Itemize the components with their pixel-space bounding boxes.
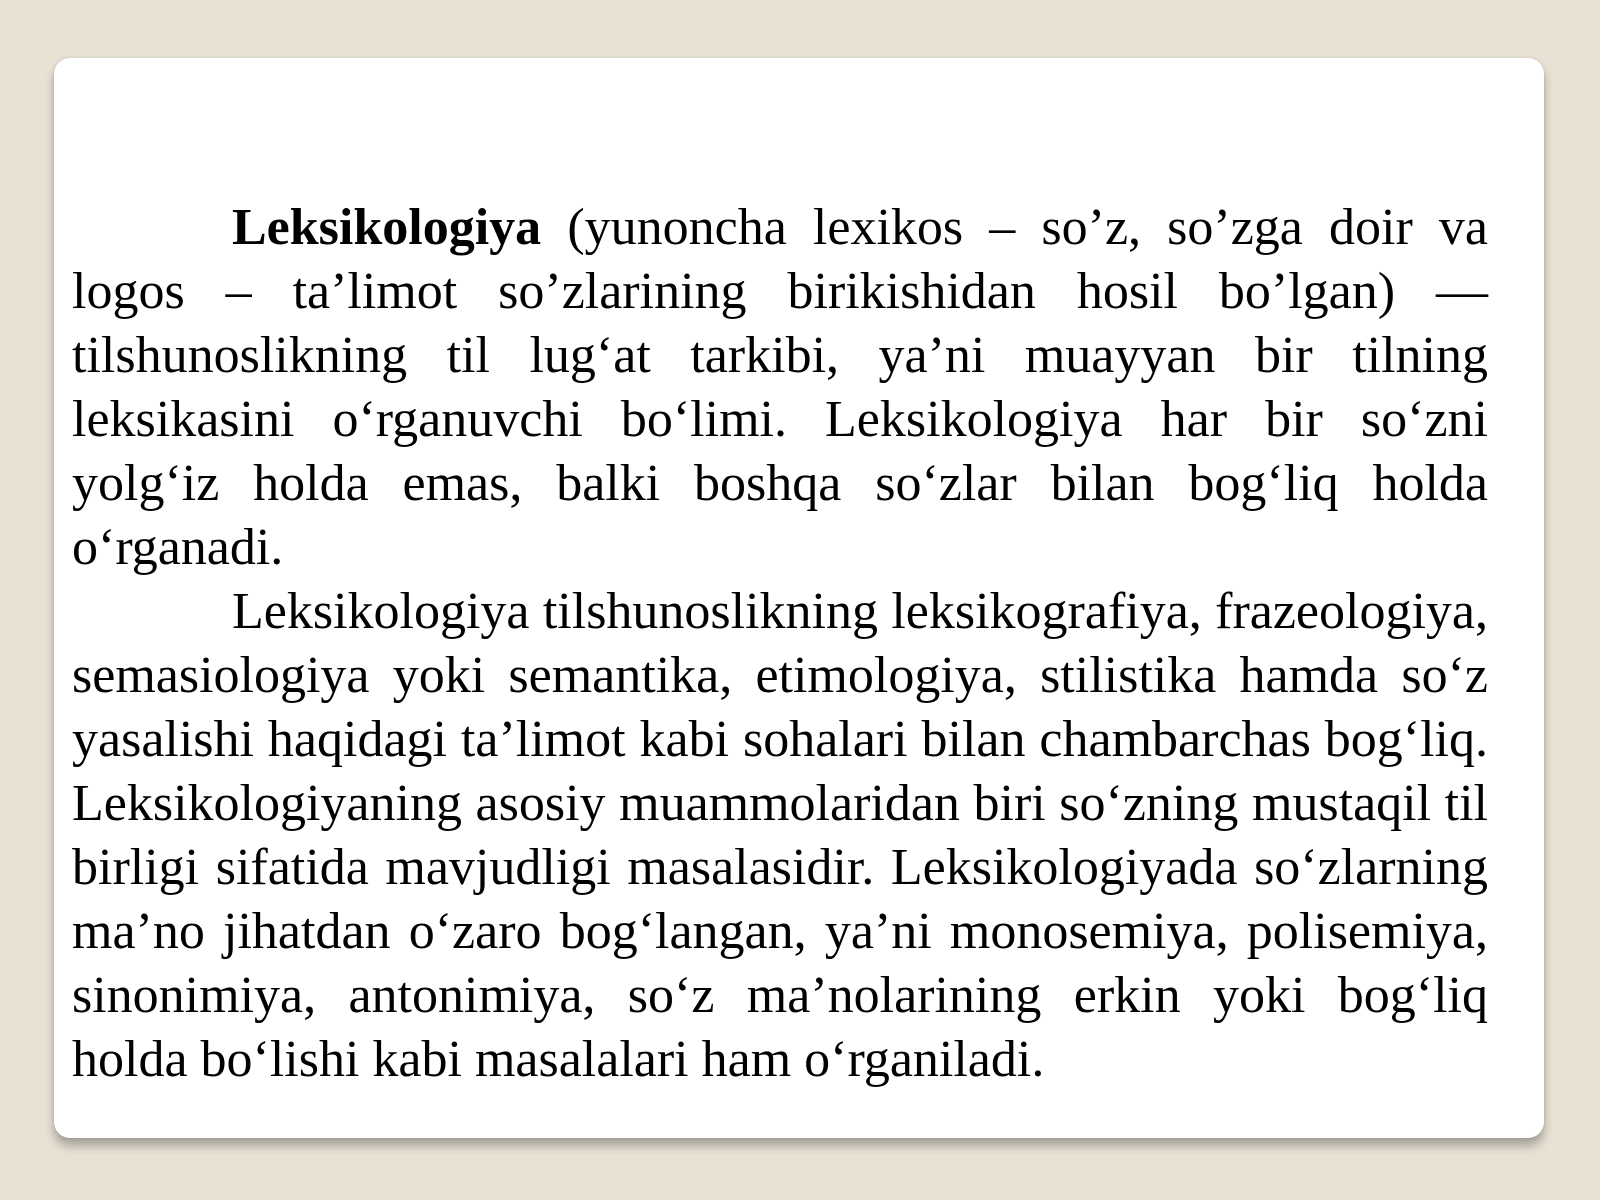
slide-body-text: [72, 196, 1488, 1092]
paragraph-definition: [72, 196, 1488, 580]
term-leksikologiya: Leksikologiya: [232, 199, 542, 256]
paragraph-related-fields: Leksikologiya tilshunoslikning leksikografiya, frazeologiya, semasiologiya yoki semantika, etimologiya, stilistika hamda so‘z yasalishi haqidagi ta’limot kabi sohalari bilan chambarchas bog‘liq. Leksikologiyaning asosiy muammolaridan biri so‘zning mustaqil til birligi sifatida mavjudligi masalasidir. Leksikologiyada so‘zlarning ma’no jihatdan o‘zaro bog‘langan, ya’ni monosemiya, polisemiya, sinonimiya, antonimiya, so‘z ma’nolarining erkin yoki bog‘liq holda bo‘lishi kabi masalalari ham o‘rganiladi.: [72, 583, 1488, 1088]
definition-text: (yunoncha lexikos – so’z, so’zga doir va logos – ta’limot so’zlarining birikishidan hosil bo’lgan) — tilshunoslikning til lug‘at tarkibi, ya’ni muayyan bir tilning leksikasini o‘rganuvchi bo‘limi. Leksikologiya har bir so‘zni yolg‘iz holda emas, balki boshqa so‘zlar bilan bog‘liq holda o‘rganadi.: [72, 199, 1488, 576]
